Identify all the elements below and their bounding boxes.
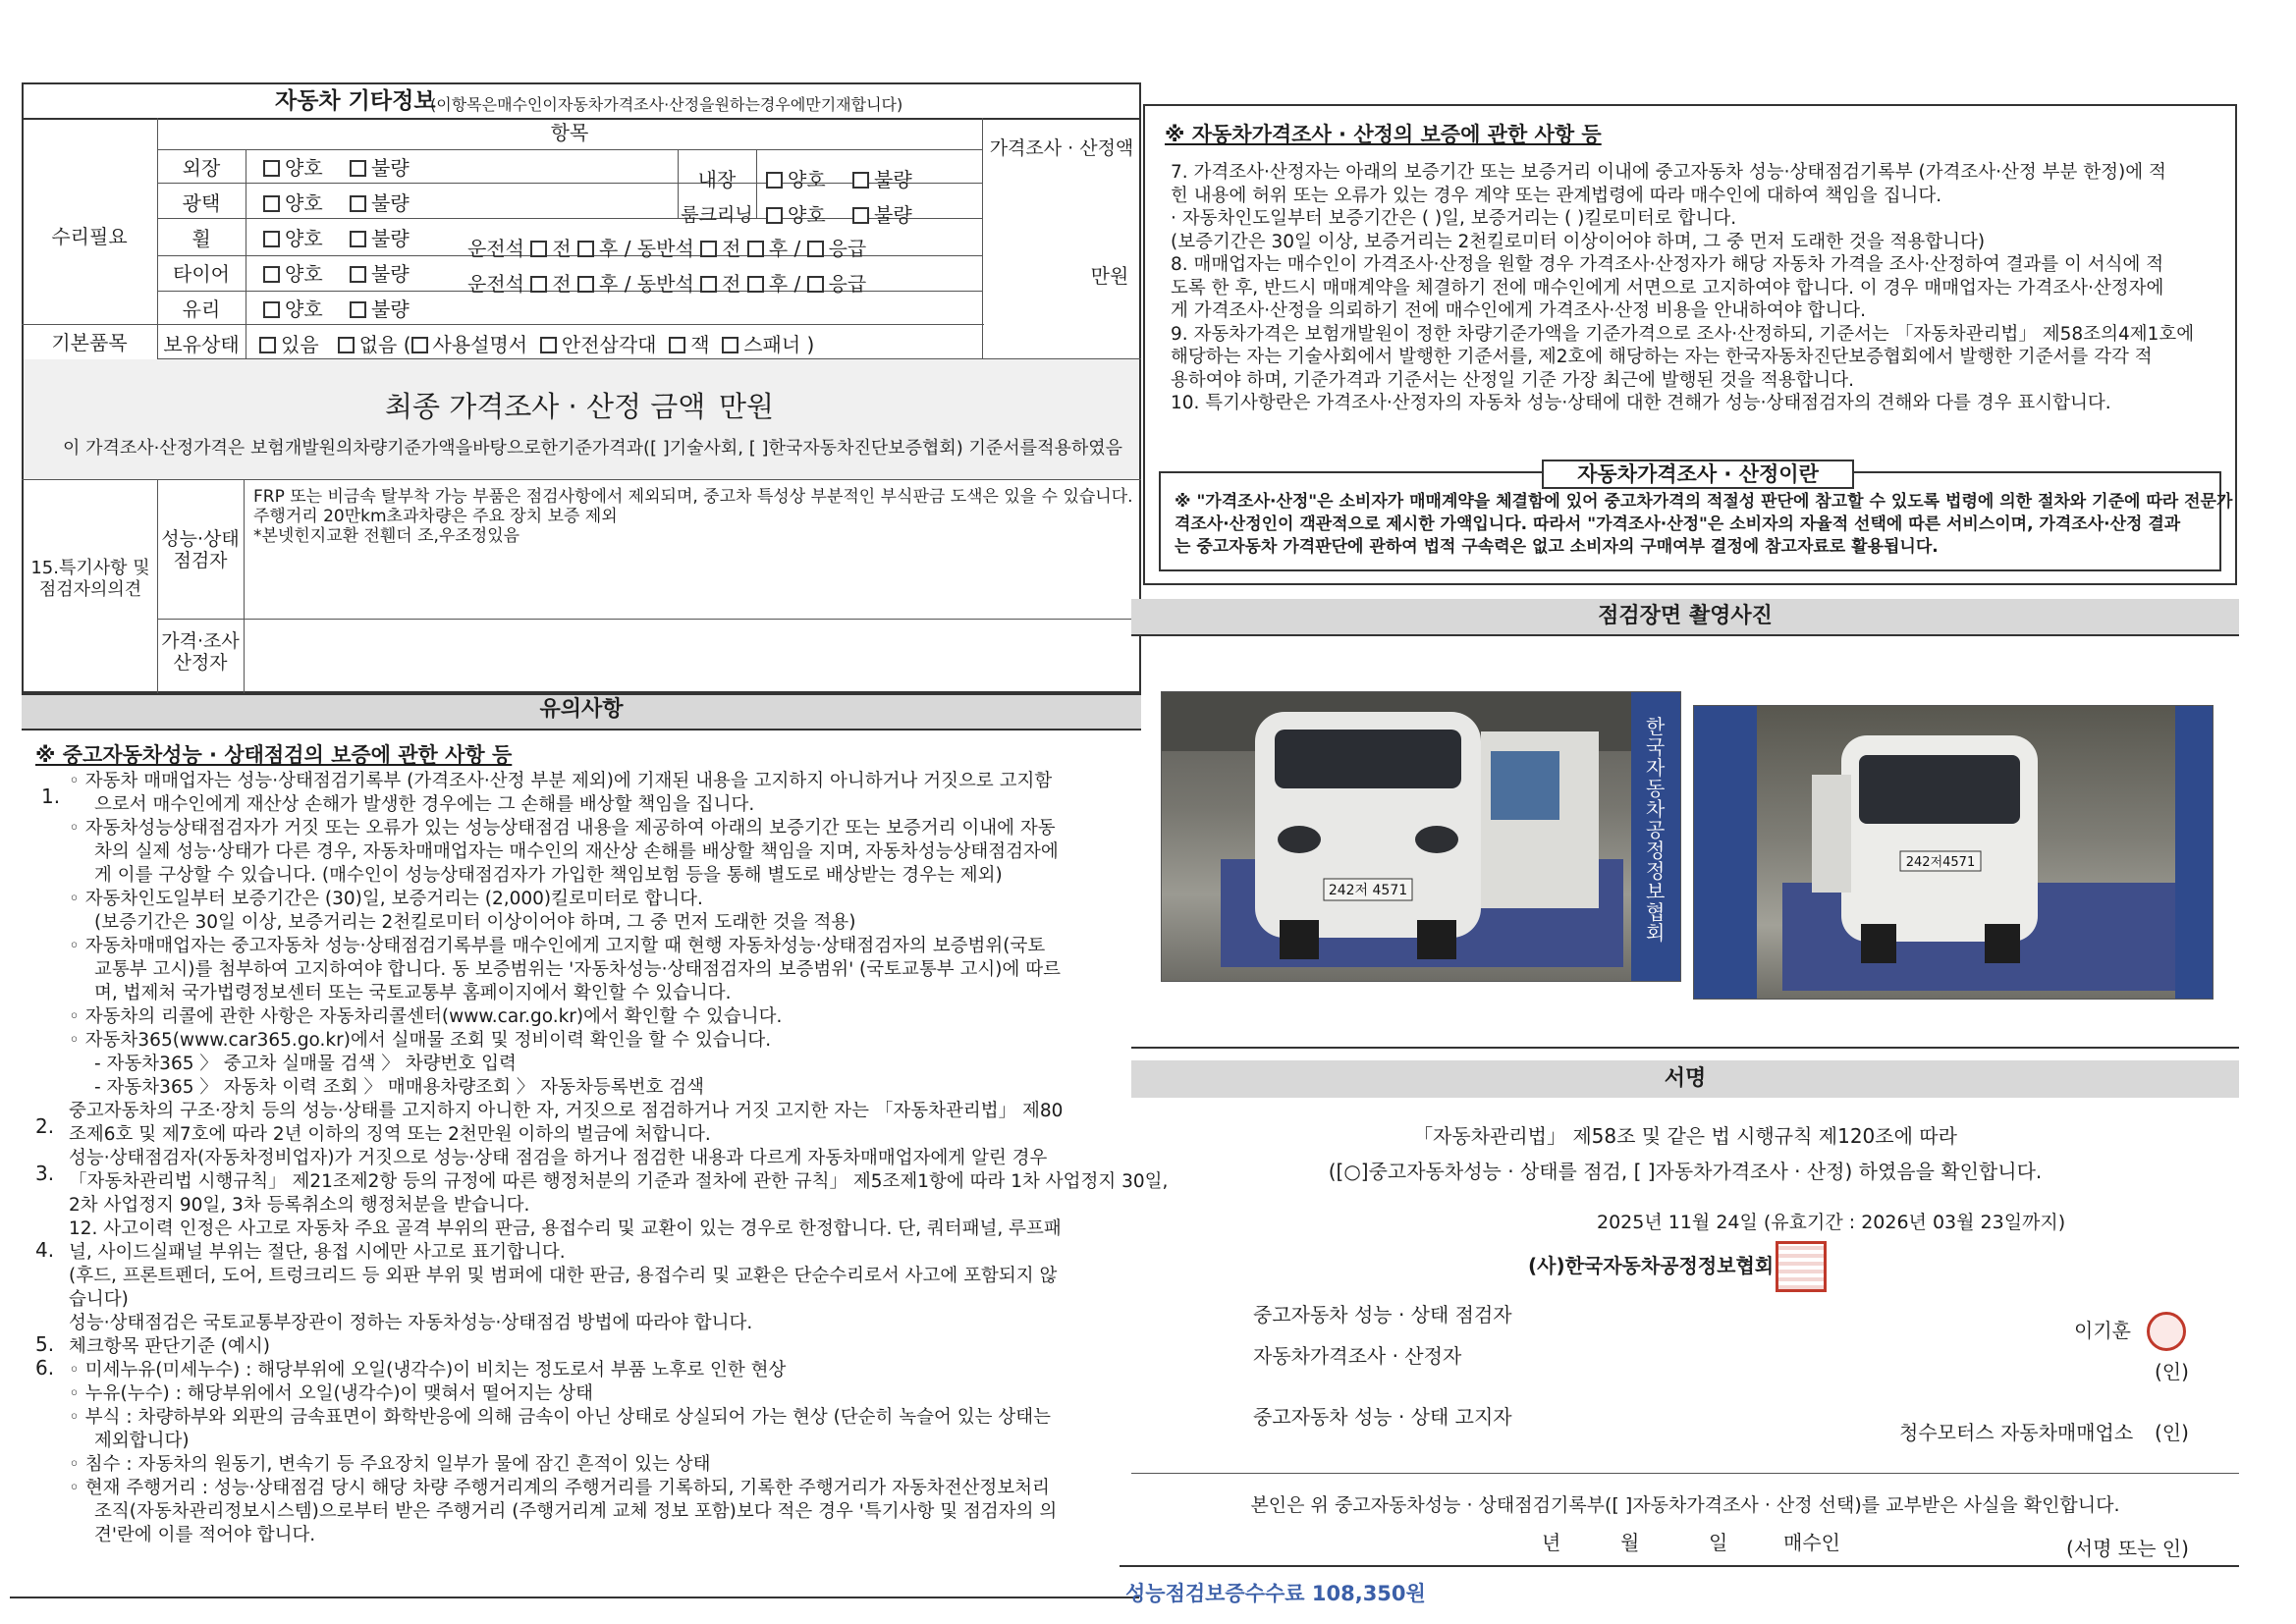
checkbox-icon[interactable] [338, 337, 355, 353]
receipt-day: 일 [1709, 1531, 1728, 1554]
notice-line: ◦ 미세누유(미세누수) : 해당부위에 오일(냉각수)이 비치는 정도로서 부품 노후로 인한 현상 [69, 1360, 787, 1380]
checkbox-icon[interactable] [700, 241, 717, 257]
exterior-label: 외장 [182, 156, 221, 180]
notice-line: 2차 사업정지 90일, 3차 등록취소의 행정처분을 받습니다. [69, 1195, 530, 1216]
checkbox-icon[interactable] [530, 276, 547, 293]
seal-stamp-icon [2147, 1312, 2186, 1351]
checkbox-icon[interactable] [259, 337, 276, 353]
notice-header: 유의사항 [22, 695, 1141, 729]
buyer-label: 매수인 [1783, 1531, 1840, 1554]
perf-inspector-opinion: FRP 또는 비금속 탈부착 가능 부품은 점검사항에서 제외되며, 중고차 특성상 부분적인 부식판금 도색은 있을 수 있습니다. 주행거리 20만km초과차량은 주요 장치 보증 제외 *본넷힌지교환 전휀더 조,우조정있음 [253, 487, 1133, 546]
notice-line: ◦ 자동차인도일부터 보증기간은 (30)일, 보증거리는 (2,000)킬로미터로 합니다. [69, 889, 703, 909]
interior-label: 내장 [697, 168, 737, 191]
notice-line: 제외합니다) [94, 1431, 190, 1451]
price-line: 9. 자동차가격은 보험개발원이 정한 차량기준가액을 기준가격으로 조사·산정하되, 기준서는 「자동차관리법」 제58조의4제1호에 [1171, 323, 2195, 345]
receipt-month: 월 [1620, 1531, 1640, 1554]
price-appraiser-label: 가격·조사 산정자 [161, 630, 240, 674]
checkbox-icon[interactable] [350, 195, 366, 212]
checkbox-icon[interactable] [540, 337, 557, 353]
front-car-illustration [1162, 692, 1681, 982]
notifier-name: 청수모터스 자동차매매업소 [1899, 1421, 2134, 1444]
notice-line: 체크항목 판단기준 (예시) [69, 1336, 270, 1357]
notice-line: 며, 법제처 국가법령정보센터 또는 국토교통부 홈페이지에서 확인할 수 있습니다. [94, 983, 732, 1003]
checkbox-icon[interactable] [766, 172, 783, 189]
checkbox-icon[interactable] [852, 172, 869, 189]
wheel-bad-option[interactable]: 불량 [350, 228, 410, 249]
price-line: 도록 한 후, 반드시 매매계약을 체결하기 전에 매수인에게 서면으로 고지하여야 합니다. 이 경우 매매업자는 가격조사·산정자에 [1171, 277, 2164, 298]
checkbox-icon[interactable] [577, 241, 594, 257]
price-definition-title: 자동차가격조사 · 산정이란 [1542, 460, 1854, 489]
opinion-label: 15.특기사항 및 점검자의의견 [30, 558, 150, 600]
checkbox-icon[interactable] [350, 231, 366, 247]
notice-line: ◦ 자동차365(www.car365.go.kr)에서 실매물 조회 및 정비이력 확인을 할 수 있습니다. [69, 1030, 772, 1051]
checkbox-icon[interactable] [263, 195, 280, 212]
exterior-bad-option[interactable]: 불량 [350, 157, 410, 179]
checkbox-icon[interactable] [530, 241, 547, 257]
price-line: (보증기간은 30일 이상, 보증거리는 2천킬로미터 이상이어야 하며, 그 중 먼저 도래한 것을 적용합니다) [1171, 231, 1986, 252]
front-plate-text: 242저 4571 [1328, 883, 1408, 898]
price-line: 힌 내용에 허위 또는 오류가 있는 경우 계약 또는 관계법령에 따라 매수인에 대하여 책임을 집니다. [1171, 185, 1942, 206]
appraiser-seal-placeholder: (인) [2155, 1360, 2189, 1383]
notice-line: ◦ 현재 주행거리 : 성능·상태점검 당시 해당 차량 주행거리계의 주행거리를 기록하되, 기록한 주행거리가 자동차전산정보처리 [69, 1478, 1050, 1498]
inspection-confirmation: ([○]중고자동차성능 · 상태를 점검, [ ]자동차가격조사 · 산정) 하였음을 확인합니다. [1328, 1160, 2043, 1183]
receipt-year: 년 [1542, 1531, 1561, 1554]
notice-line: - 자동차365 〉 자동차 이력 조회 〉 매매용차량조회 〉 자동차등록번호 검색 [94, 1077, 704, 1098]
gloss-bad-option[interactable]: 불량 [350, 192, 410, 214]
notice-num-6: 6. [35, 1356, 55, 1380]
receipt-confirmation: 본인은 위 중고자동차성능 · 상태점검기록부([ ]자동차가격조사 · 산정 선택)를 교부받은 사실을 확인합니다. [1250, 1494, 2120, 1516]
checkbox-icon[interactable] [747, 276, 764, 293]
price-line: 게 가격조사·산정을 의뢰하기 전에 매수인에게 가격조사·산정 비용을 안내하여야 합니다. [1171, 300, 1867, 321]
basic-items-label: 기본품목 [51, 331, 128, 354]
price-line: 해당하는 자는 기술사회에서 발행한 기준서를, 제2호에 해당하는 자는 한국자동차진단보증협회에서 발행한 기준서를 각각 적 [1171, 347, 2153, 367]
checkbox-icon[interactable] [263, 301, 280, 318]
notice-line: ◦ 자동차의 리콜에 관한 사항은 자동차리콜센터(www.car.go.kr)에서 확인할 수 있습니다. [69, 1006, 783, 1027]
price-line: 8. 매매업자는 매수인이 가격조사·산정을 원할 경우 가격조사·산정자가 해당 자동차 가격을 조사·산정하여 결과를 이 서식에 적 [1171, 254, 2164, 275]
notice-num-4: 4. [35, 1238, 55, 1262]
price-guarantee-title: ※ 자동차가격조사 · 산정의 보증에 관한 사항 등 [1165, 123, 1602, 146]
signature-header: 서명 [1131, 1060, 2239, 1098]
checkbox-icon[interactable] [350, 160, 366, 177]
notice-line: 교통부 고시)를 첨부하여 고지하여야 합니다. 동 보증범위는 '자동차성능·상태점검자의 보증범위' (국토교통부 고시)에 따르 [94, 959, 1061, 980]
pillar-sign-text: 한국자동차공정정보협회 [1646, 715, 1666, 945]
notice-num-3: 3. [35, 1162, 55, 1185]
checkbox-icon[interactable] [700, 276, 717, 293]
notice-num-5: 5. [35, 1332, 55, 1356]
photo-section-header: 점검장면 촬영사진 [1131, 599, 2239, 634]
notice-line: 중고자동차의 구조·장치 등의 성능·상태를 고지하지 아니한 자, 거짓으로 점검하거나 거짓 고지한 자는 「자동차관리법」 제80 [69, 1101, 1064, 1121]
checkbox-icon[interactable] [852, 207, 869, 224]
gloss-ok-option[interactable]: 양호 [263, 192, 323, 214]
checkbox-icon[interactable] [350, 266, 366, 283]
gloss-label: 광택 [182, 191, 221, 215]
notice-line: 습니다) [69, 1289, 129, 1310]
price-line: 10. 특기사항란은 가격조사·산정자의 자동차 성능·상태에 대한 견해가 성능·상태점검자의 견해와 다를 경우 표시합니다. [1171, 393, 2111, 413]
association-seal-icon [1776, 1241, 1827, 1292]
notice-line: ◦ 자동차성능상태점검자가 거짓 또는 오류가 있는 성능상태점검 내용을 제공하여 아래의 보증기간 또는 보증거리 이내에 자동 [69, 818, 1056, 839]
notice-num-1: 1. [41, 785, 61, 808]
price-manwon: 만원 [1090, 264, 1129, 288]
section-title: 자동차 기타정보 [275, 88, 436, 114]
price-definition-body: ※ "가격조사·산정"은 소비자가 매매계약을 체결함에 있어 중고차가격의 적절성 판단에 참고할 수 있도록 법령에 의한 절차와 기준에 따라 전문가 격조사·산정인이 객관적으로 제시한 가액입니다. 따라서 "가격조사·산정"은 소비자의 자율적 선택에 따른 서비스이며, 가격조사·산정 결과 는 중고자동차 가격판단에 관하여 법적 구속력은 없고 소비자의 구매여부 결정에 참고자료로 활용됩니다. [1175, 492, 2233, 557]
notice-line: 견'란에 이를 적어야 합니다. [94, 1525, 316, 1545]
tire-ok-option[interactable]: 양호 [263, 263, 323, 285]
inspection-date: 2025년 11월 24일 (유효기간 : 2026년 03월 23일까지) [1597, 1212, 2066, 1233]
checkbox-icon[interactable] [263, 266, 280, 283]
checkbox-icon[interactable] [747, 241, 764, 257]
checkbox-icon[interactable] [807, 241, 824, 257]
owned-options[interactable]: 있음 없음 ( 사용설명서 안전삼각대 잭 스패너 ) [259, 334, 814, 355]
law-reference: 「자동차관리법」 제58조 및 같은 법 시행규칙 제120조에 따라 [1413, 1124, 1957, 1148]
notice-line: ◦ 부식 : 차량하부와 외판의 금속표면이 화학반응에 의해 금속이 아닌 상태로 상실되어 가는 현상 (단순히 녹슬어 있는 상태는 [69, 1407, 1052, 1428]
notice-line: 조제6호 및 제7호에 따라 2년 이하의 징역 또는 2천만원 이하의 벌금에 처합니다. [69, 1124, 711, 1145]
inspection-photo-rear [1693, 705, 2214, 1000]
notifier-role-label: 중고자동차 성능 · 상태 고지자 [1253, 1405, 1512, 1429]
notice-line: ◦ 자동차 매매업자는 성능·상태점검기록부 (가격조사·산정 부분 제외)에 기재된 내용을 고지하지 아니하거나 거짓으로 고지함 [69, 771, 1053, 791]
notice-line: 성능·상태점검은 국토교통부장관이 정하는 자동차성능·상태점검 방법에 따라야 합니다. [69, 1313, 753, 1333]
col-item-header: 항목 [550, 121, 589, 144]
notice-line: 성능·상태점검자(자동차정비업자)가 거짓으로 성능·상태 점검을 하거나 점검한 내용과 다르게 자동차매매업자에게 알린 경우 [69, 1148, 1048, 1168]
notice-line: (후드, 프론트펜더, 도어, 트렁크리드 등 외판 부위 및 범퍼에 대한 판금, 용접수리 및 교환은 단순수리로서 사고에 포함되지 않 [69, 1266, 1058, 1286]
col-price-header: 가격조사 · 산정액 [989, 137, 1134, 159]
notice-body [69, 770, 1168, 1547]
glass-ok-option[interactable]: 양호 [263, 298, 323, 320]
tire-bad-option[interactable]: 불량 [350, 263, 410, 285]
checkbox-icon[interactable] [722, 337, 738, 353]
glass-label: 유리 [182, 298, 221, 321]
perf-inspector-label: 성능·상태 점검자 [161, 528, 240, 571]
checkbox-icon[interactable] [807, 276, 824, 293]
tire-label: 타이어 [173, 262, 230, 286]
section-note: (이항목은매수인이자동차가격조사·산정을원하는경우에만기재합니다) [430, 95, 903, 114]
notice-line: (보증기간은 30일 이상, 보증거리는 2천킬로미터 이상이어야 하며, 그 중 먼저 도래한 것을 적용) [94, 912, 856, 933]
checkbox-icon[interactable] [577, 276, 594, 293]
notice-subtitle: ※ 중고자동차성능 · 상태점검의 보증에 관한 사항 등 [35, 743, 513, 767]
price-line: 7. 가격조사·산정자는 아래의 보증기간 또는 보증거리 이내에 중고자동차 성능·상태점검기록부 (가격조사·산정 부분 한정)에 적 [1171, 162, 2166, 183]
owned-status-label: 보유상태 [163, 333, 240, 356]
final-amount-label: 최종 가격조사 · 산정 금액 [385, 390, 706, 423]
notice-num-2: 2. [35, 1114, 55, 1138]
price-basis-note: 이 가격조사·산정가격은 보험개발원의차량기준가액을바탕으로한기준가격과([ ]기술사회, [ ]한국자동차진단보증협회) 기준서를적용하였음 [63, 438, 1123, 459]
tire-position-options[interactable]: 운전석 전 후 / 동반석 전 후 / 응급 [467, 272, 867, 296]
checkbox-icon[interactable] [263, 231, 280, 247]
notice-line: 으로서 매수인에게 재산상 손해가 발생한 경우에는 그 손해를 배상할 책임을 집니다. [94, 794, 755, 815]
rear-plate-text: 242저4571 [1905, 855, 1976, 870]
inspection-fee: 성능점검보증수수료 108,350원 [1125, 1582, 1426, 1605]
price-line: · 자동차인도일부터 보증기간은 ( )일, 보증거리는 ( )킬로미터로 합니다. [1171, 208, 1737, 229]
notice-line: 「자동차관리법 시행규칙」 제21조제2항 등의 규정에 따른 행정처분의 기준과 절차에 관한 규칙」 제5조제1항에 따라 1차 사업정지 30일, [69, 1171, 1169, 1192]
buyer-sign-placeholder: (서명 또는 인) [2066, 1537, 2189, 1560]
notice-line: 조직(자동차관리정보시스템)으로부터 받은 주행거리 (주행거리계 교체 정보 포함)보다 적은 경우 '특기사항 및 점검자의 의 [94, 1501, 1058, 1522]
wheel-position-options[interactable]: 운전석 전 후 / 동반석 전 후 / 응급 [467, 237, 867, 260]
price-guarantee-body [1171, 161, 2194, 415]
inspection-photo-front [1161, 691, 1681, 982]
appraiser-role-label: 자동차가격조사 · 산정자 [1253, 1344, 1462, 1368]
checkbox-icon[interactable] [766, 207, 783, 224]
glass-bad-option[interactable]: 불량 [350, 298, 410, 320]
notice-line: 게 이를 구상할 수 있습니다. (매수인이 성능상태점검자가 가입한 책임보험 등을 통해 별도로 배상받는 경우는 제외) [94, 865, 1003, 886]
final-amount-unit: 만원 [719, 390, 775, 423]
room-bad-option[interactable]: 불량 [852, 204, 912, 226]
notice-line: ◦ 누유(누수) : 해당부위에서 오일(냉각수)이 맺혀서 떨어지는 상태 [69, 1383, 593, 1404]
room-ok-option[interactable]: 양호 [766, 204, 826, 226]
interior-bad-option[interactable]: 불량 [852, 169, 912, 190]
notice-line: 12. 사고이력 인정은 사고로 자동차 주요 골격 부위의 판금, 용접수리 및 교환이 있는 경우로 한정합니다. 단, 쿼터패널, 루프패 [69, 1218, 1062, 1239]
checkbox-icon[interactable] [350, 301, 366, 318]
notice-line: ◦ 자동차매매업자는 중고자동차 성능·상태점검기록부를 매수인에게 고지할 때 현행 자동차성능·상태점검자의 보증범위(국토 [69, 936, 1046, 956]
wheel-label: 휠 [191, 227, 211, 250]
checkbox-icon[interactable] [411, 337, 428, 353]
notice-line: 차의 실제 성능·상태가 다른 경우, 자동차매매업자는 매수인의 재산상 손해를 배상할 책임을 지며, 자동차성능상태점검자에 [94, 841, 1059, 862]
notice-line: ◦ 침수 : 자동차의 원동기, 변속기 등 주요장치 일부가 물에 잠긴 흔적이 있는 상태 [69, 1454, 711, 1475]
notice-line: 널, 사이드실패널 부위는 절단, 용접 시에만 사고로 표기합니다. [69, 1242, 566, 1263]
wheel-ok-option[interactable]: 양호 [263, 228, 323, 249]
interior-ok-option[interactable]: 양호 [766, 169, 826, 190]
room-cleaning-label: 룸크리닝 [681, 204, 753, 226]
notifier-seal-placeholder: (인) [2155, 1421, 2189, 1444]
inspector-name: 이기훈 [2074, 1319, 2131, 1342]
association-name: (사)한국자동차공정정보협회 [1528, 1254, 1775, 1277]
checkbox-icon[interactable] [669, 337, 685, 353]
rear-car-illustration [1694, 706, 2214, 1000]
exterior-ok-option[interactable]: 양호 [263, 157, 323, 179]
checkbox-icon[interactable] [263, 160, 280, 177]
price-line: 용하여야 하며, 기준가격과 기준서는 산정일 기준 가장 최근에 발행된 것을 적용합니다. [1171, 369, 1855, 391]
repair-needed-label: 수리필요 [51, 225, 128, 248]
inspector-role-label: 중고자동차 성능 · 상태 점검자 [1253, 1303, 1512, 1326]
notice-line: - 자동차365 〉 중고차 실매물 검색 〉 차량번호 입력 [94, 1054, 517, 1074]
